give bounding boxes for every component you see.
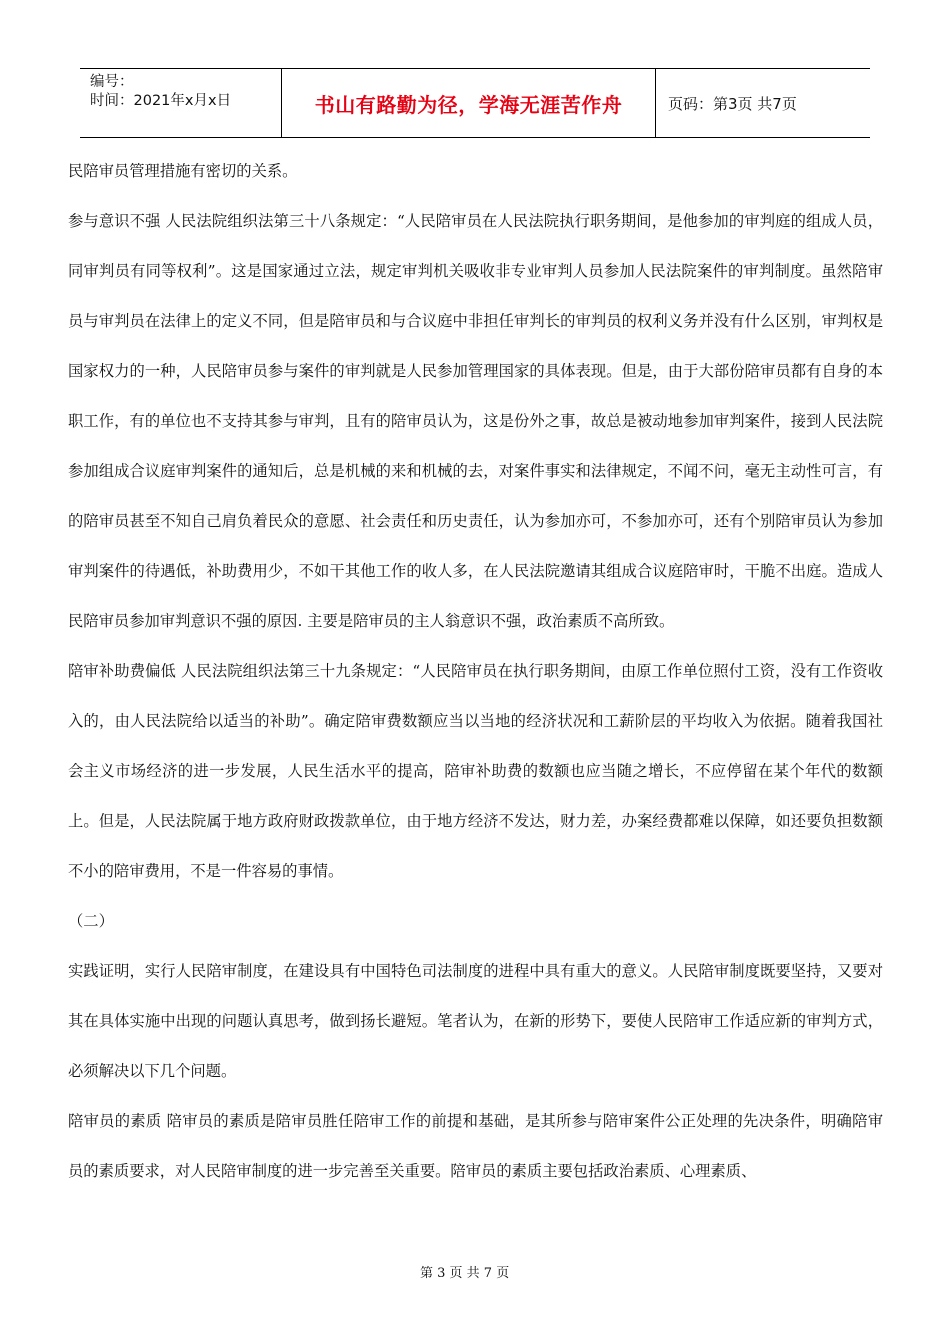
- document-number-label: 编号：: [90, 74, 134, 90]
- header-page-info: 页码：第3页 共7页: [668, 94, 797, 113]
- paragraph: 陪审补助费偏低 人民法院组织法第三十九条规定：“人民陪审员在执行职务期间，由原工作单位照付工资，没有工作资收入的，由人民法院给以适当的补助”。确定陪审费数额应当以当地的经济状况和工薪阶层的平均收入为依据。随着我国社会主义市场经济的进一步发展，人民生活水平的提高，陪审补助费的数额也应当随之增长，不应停留在某个年代的数额上。但是，人民法院属于地方政府财政拨款单位，由于地方经济不发达，财力差，办案经费都难以保障，如还要负担数额不小的陪审费用，不是一件容易的事情。: [68, 662, 883, 880]
- paragraph: 陪审员的素质 陪审员的素质是陪审员胜任陪审工作的前提和基础，是其所参与陪审案件公正处理的先决条件，明确陪审员的素质要求，对人民陪审制度的进一步完善至关重要。陪审员的素质主要包括政治素质、心理素质、: [68, 1112, 883, 1180]
- document-date-label: 时间：2021年x月x日: [90, 93, 232, 109]
- paragraph: 民陪审员管理措施有密切的关系。: [68, 162, 298, 180]
- page-header: [80, 68, 870, 138]
- paragraph: 实践证明，实行人民陪审制度，在建设具有中国特色司法制度的进程中具有重大的意义。人民陪审制度既要坚持，又要对其在具体实施中出现的问题认真思考，做到扬长避短。笔者认为，在新的形势下，要使人民陪审工作适应新的审判方式，必须解决以下几个问题。: [68, 962, 883, 1080]
- header-motto: 书山有路勤为径，学海无涯苦作舟: [282, 69, 656, 137]
- document-body: [68, 146, 883, 1196]
- header-meta: [80, 69, 282, 137]
- page-footer: 第 3 页 共 7 页: [420, 1266, 510, 1281]
- section-marker: （二）: [68, 912, 114, 930]
- paragraph: 参与意识不强 人民法院组织法第三十八条规定：“人民陪审员在人民法院执行职务期间，是他参加的审判庭的组成人员，同审判员有同等权利”。这是国家通过立法，规定审判机关吸收非专业审判人员参加人民法院案件的审判制度。虽然陪审员与审判员在法律上的定义不同，但是陪审员和与合议庭中非担任审判长的审判员的权利义务并没有什么区别，审判权是国家权力的一种，人民陪审员参与案件的审判就是人民参加管理国家的具体表现。但是，由于大部份陪审员都有自身的本职工作，有的单位也不支持其参与审判，且有的陪审员认为，这是份外之事，故总是被动地参加审判案件，接到人民法院参加组成合议庭审判案件的通知后，总是机械的来和机械的去，对案件事实和法律规定，不闻不问，毫无主动性可言，有的陪审员甚至不知自己肩负着民众的意愿、社会责任和历史责任，认为参加亦可，不参加亦可，还有个别陪审员认为参加审判案件的待遇低，补助费用少，不如干其他工作的收人多，在人民法院邀请其组成合议庭陪审时，干脆不出庭。造成人民陪审员参加审判意识不强的原因. 主要是陪审员的主人翁意识不强，政治素质不高所致。: [68, 212, 883, 630]
